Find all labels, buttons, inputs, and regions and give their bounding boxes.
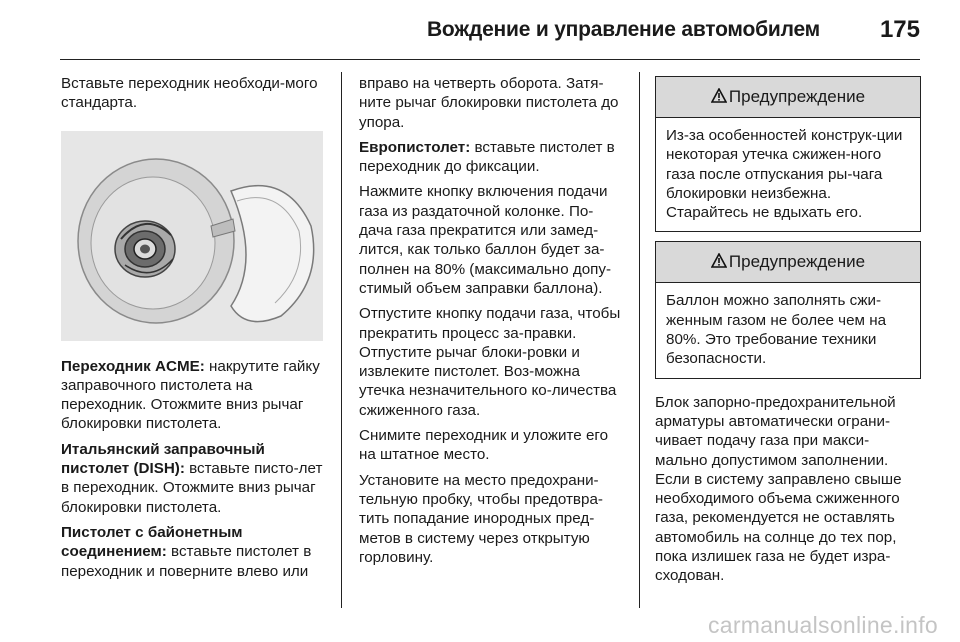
page-header [60,0,920,58]
header-divider [60,59,920,60]
dish-text: вставьте писто-лет в переходник. Отожмите вниз рычаг блокировки пистолета. [61,460,323,516]
warning-header-2 [656,242,920,283]
column-divider-1 [341,72,342,608]
col2-paragraph-3: Нажмите кнопку включения подачи газа из раздаточной колонке. По-дача газа прекратится или замед-лится, как только баллон будет за-полнен на 80% (максимально допу-стимый объем заправки баллона). [359,183,612,297]
column-2 [359,74,624,573]
warning-header-1 [656,77,920,118]
dish-paragraph [61,440,325,517]
bayonet-text: вставьте пистолет в переходник и поверните влево или [61,543,312,580]
dish-label: Итальянский заправочный пистолет (DISH): [61,440,265,478]
acme-text: накрутите гайку заправочного пистолета на переходник. Отожмите вниз рычаг блокировки пистолета. [61,357,320,433]
warning-text-1: Из-за особенностей конструк-ции некоторая утечка сжижен-ного газа после отпускания ры-чага блокировки неизбежна. Старайтесь не вдыхать его. [666,127,903,222]
warning-triangle-icon [711,78,727,118]
warning-box-2 [655,241,921,378]
acme-label: Переходник ACME: [61,357,205,375]
euro-paragraph [359,138,624,177]
page-number: 175 [879,16,920,43]
warning-triangle-icon [711,243,727,283]
acme-paragraph [61,357,325,434]
watermark: carmanualsonline.info [707,612,938,638]
bayonet-paragraph [61,523,325,581]
col2-paragraph-6: Установите на место предохрани-тельную пробку, чтобы предотвра-тить попадание инородных пред-метов в систему через открытую горловину. [359,471,603,566]
intro-paragraph: Вставьте переходник необходи-мого стандарта. [61,75,318,112]
col2-paragraph-5: Снимите переходник и уложите его на штатное место. [359,427,609,464]
warning-box-1 [655,76,921,232]
warning-title-1: Предупреждение [728,87,866,106]
column-divider-2 [639,72,640,608]
page-title: Вождение и управление автомобилем [426,18,820,41]
fuel-filler-drawing [61,131,323,341]
fuel-filler-illustration [61,131,323,341]
col2-paragraph-1: вправо на четверть оборота. Затя-ните рычаг блокировки пистолета до упора. [359,75,619,131]
bayonet-label: Пистолет с байонетным соединением: [61,523,243,561]
warning-title-2: Предупреждение [728,252,866,272]
column-1 [61,74,325,587]
warning-text-2: Баллон можно заполнять сжи-женным газом не более чем на 80%. Это требование техники безопасности. [666,292,887,368]
euro-label: Европистолет: [359,138,471,156]
column-3 [655,76,921,592]
col2-paragraph-4: Отпустите кнопку подачи газа, чтобы прекратить процесс за-правки. Отпустите рычаг блоки-ровки и извлеките пистолет. Воз-можна утечка незначительного ко-личества сжиженного газа. [359,305,621,419]
euro-text: вставьте пистолет в переходник до фиксации. [359,138,615,176]
col3-paragraph-1: Блок запорно-предохранительной арматуры автоматически ограни-чивает подачу газа при макси-мально допустимом заполнении. Если в систему заправлено свыше необходимого объема сжиженного газа, рекомендуется не оставлять автомобиль на солнце до тех пор, пока излишек газа не будет изра-сходован. [655,393,902,585]
